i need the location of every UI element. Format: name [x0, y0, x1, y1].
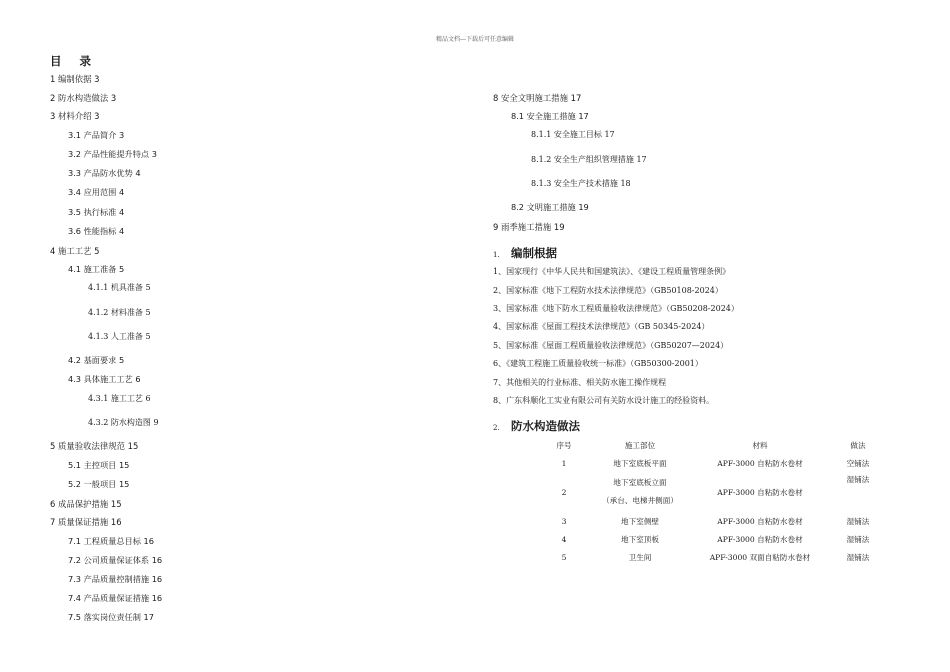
header-no: 序号: [556, 440, 572, 450]
toc-entry: 7.3 产品质量控制措施 16: [68, 574, 163, 584]
header-note: 精品文档---下载后可任意编辑: [435, 36, 515, 43]
cell-method: 湿铺法: [846, 552, 870, 562]
toc-entry: 6 成品保护措施 15: [50, 499, 122, 509]
cell-method: 空铺法: [846, 458, 870, 468]
toc-entry: 4.1.3 人工准备 5: [88, 332, 151, 341]
regulation-item: 7、其他相关的行业标准、相关防水施工操作规程: [493, 378, 667, 387]
cell-no: 4: [561, 534, 567, 544]
toc-entry: 7.1 工程质量总目标 16: [68, 536, 154, 546]
toc-entry: 4 施工工艺 5: [50, 246, 100, 256]
toc-entry: 4.2 基面要求 5: [68, 355, 125, 365]
regulation-item: 4、国家标准《屋面工程技术法律规范》（GB 50345-2024）: [493, 322, 710, 331]
cell-part: 卫生间: [628, 552, 652, 562]
cell-material: APF-3000 自粘防水卷材: [717, 487, 803, 497]
section-2-title: 防水构造做法: [511, 419, 580, 433]
toc-entry: 4.1 施工准备 5: [68, 264, 125, 274]
toc-entry: 5.2 一般项目 15: [68, 479, 130, 489]
regulation-item: 5、国家标准《屋面工程质量验收法律规范》（GB50207—2024）: [493, 341, 729, 350]
regulation-item: 6、《建筑工程施工质量验收统一标准》（GB50300-2001）: [493, 359, 703, 368]
cell-method: 湿铺法: [846, 534, 870, 544]
toc-entry: 8.2 文明施工措施 19: [511, 202, 589, 212]
toc-entry: 8 安全文明施工措施 17: [493, 93, 582, 103]
waterproof-method-table: [540, 436, 888, 566]
regulation-item: 2、国家标准《地下工程防水技术法律规范》（GB50108-2024）: [493, 286, 723, 295]
toc-entry: 1 编制依据 3: [50, 74, 100, 84]
section-1-heading: [493, 245, 557, 261]
table-row: [540, 454, 888, 472]
toc-entry: 3.1 产品简介 3: [68, 130, 125, 140]
regulation-item: 3、国家标准《地下防水工程质量验收法律规范》（GB50208-2024）: [493, 304, 739, 313]
header-method: 做法: [850, 440, 866, 450]
toc-entry: 3.6 性能指标 4: [68, 226, 125, 236]
cell-material: APF-3000 自粘防水卷材: [717, 458, 803, 468]
cell-material: APF-3000 双面自粘防水卷材: [709, 552, 811, 562]
toc-title-char-1: 目: [50, 54, 62, 68]
section-2-heading: [493, 418, 580, 434]
toc-entry: 5 质量验收法律规范 15: [50, 441, 139, 451]
toc-entry: 8.1.2 安全生产组织管理措施 17: [531, 155, 647, 164]
cell-no: 3: [561, 516, 567, 526]
cell-part-line2: （承台、电梯井侧面）: [602, 496, 678, 505]
section-1-number: 1.: [493, 251, 500, 259]
regulation-item: 1、国家现行《中华人民共和国建筑法》、《建设工程质量管理条例》: [493, 267, 731, 276]
cell-method: 湿铺法: [846, 516, 870, 526]
toc-entry: 3 材料介绍 3: [50, 111, 100, 121]
toc-entry: 2 防水构造做法 3: [50, 93, 117, 103]
toc-entry: 8.1.1 安全施工目标 17: [531, 130, 615, 139]
table-header-row: [540, 436, 888, 454]
table-row: [540, 548, 888, 566]
toc-entry: 4.3 具体施工工艺 6: [68, 374, 141, 384]
section-1-title: 编制根据: [511, 246, 557, 260]
table-row: [540, 530, 888, 548]
cell-part-line1: 地下室底板立面: [613, 478, 667, 487]
cell-no: 1: [561, 458, 567, 468]
table-row: [540, 512, 888, 530]
cell-no: 5: [561, 552, 567, 562]
toc-entry: 4.1.2 材料准备 5: [88, 308, 151, 317]
toc-entry: 4.1.1 机具准备 5: [88, 283, 151, 292]
toc-entry: 4.3.1 施工工艺 6: [88, 394, 151, 403]
toc-entry: 3.2 产品性能提升特点 3: [68, 149, 157, 159]
toc-entry: 7.2 公司质量保证体系 16: [68, 555, 163, 565]
cell-part: 地下室底板平面: [613, 458, 667, 468]
toc-entry: 3.4 应用范围 4: [68, 187, 125, 197]
toc-entry: 7.5 落实岗位责任制 17: [68, 612, 154, 622]
toc-entry: 5.1 主控项目 15: [68, 460, 130, 470]
section-2-number: 2.: [493, 424, 500, 432]
cell-material: APF-3000 自粘防水卷材: [717, 516, 803, 526]
regulation-item: 8、广东科顺化工实业有限公司有关防水设计施工的经验资料。: [493, 396, 715, 405]
toc-entry: 9 雨季施工措施 19: [493, 222, 565, 232]
toc-entry: 7.4 产品质量保证措施 16: [68, 593, 163, 603]
toc-entry: 3.5 执行标准 4: [68, 207, 125, 217]
toc-title-char-2: 录: [79, 54, 91, 68]
toc-entry: 8.1 安全施工措施 17: [511, 111, 589, 121]
toc-title: [50, 53, 109, 69]
toc-entry: 7 质量保证措施 16: [50, 517, 122, 527]
cell-no: 2: [561, 487, 567, 497]
toc-entry: 3.3 产品防水优势 4: [68, 168, 141, 178]
cell-method: 湿铺法: [846, 475, 870, 484]
cell-part: [588, 472, 692, 512]
cell-part: 地下室顶板: [621, 534, 659, 544]
header-material: 材料: [752, 440, 768, 450]
toc-entry: 8.1.3 安全生产技术措施 18: [531, 179, 631, 188]
cell-part: 地下室侧壁: [621, 516, 659, 526]
cell-material: APF-3000 自粘防水卷材: [717, 534, 803, 544]
table-row: [540, 472, 888, 512]
toc-entry: 4.3.2 防水构造图 9: [88, 418, 159, 427]
header-part: 施工部位: [624, 440, 656, 450]
